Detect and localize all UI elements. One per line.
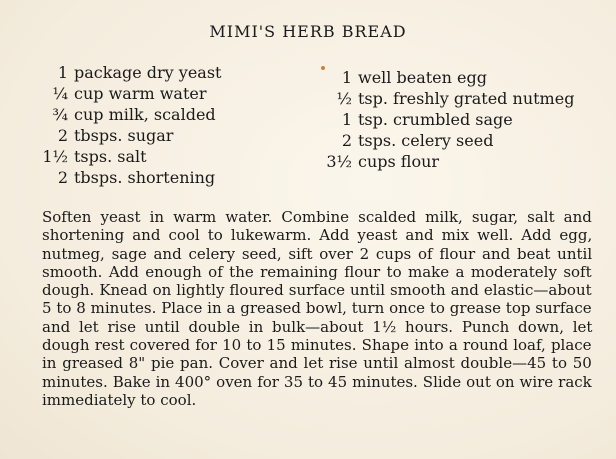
instruction-line: dough rest covered for 10 to 15 minutes. Shape into a round loaf, place [42, 336, 592, 355]
recipe-title: MIMI'S HERB BREAD [209, 22, 407, 41]
instructions-paragraph [42, 208, 592, 409]
instruction-line: smooth. Add enough of the remaining flour to make a moderately soft [42, 262, 592, 281]
ingredient-item: ¾ cup milk, scalded [52, 105, 216, 124]
ingredient-item: 1 well beaten egg [341, 68, 487, 87]
ingredient-item: 1 package dry yeast [57, 63, 222, 82]
instruction-line: shortening and cool to lukewarm. Add yeast and mix well. Add egg, [42, 226, 593, 245]
ingredients-right [322, 67, 574, 172]
instruction-line: in greased 8" pie pan. Cover and let rise until almost double—45 to 50 [42, 354, 592, 373]
instruction-line: and let rise until double in bulk—about 1½ hours. Punch down, let [42, 317, 593, 336]
instruction-line: minutes. Bake in 400° oven for 35 to 45 minutes. Slide out on wire rack [42, 372, 592, 391]
ingredient-item: 2 tbsps. sugar [57, 126, 174, 145]
ingredients-left [42, 62, 221, 188]
ingredient-item: 1 tsp. crumbled sage [341, 110, 513, 129]
instruction-line: Soften yeast in warm water. Combine scalded milk, sugar, salt and [42, 208, 592, 226]
ingredient-item: ½ tsp. freshly grated nutmeg [336, 89, 575, 108]
instruction-line: immediately to cool. [42, 390, 197, 409]
ingredient-item: 2 tbsps. shortening [57, 168, 216, 187]
ingredient-item: 1½ tsps. salt [42, 147, 147, 166]
instruction-line: 5 to 8 minutes. Place in a greased bowl, turn once to grease top surface [42, 299, 592, 318]
ingredient-item: 3½ cups flour [326, 152, 440, 171]
instruction-line: nutmeg, sage and celery seed, sift over 2 cups of flour and beat until [42, 244, 593, 263]
instruction-line: dough. Knead on lightly floured surface until smooth and elastic—about [42, 281, 592, 300]
ingredient-item: 2 tsps. celery seed [341, 131, 494, 150]
ingredient-item: ¼ cup warm water [52, 84, 207, 103]
